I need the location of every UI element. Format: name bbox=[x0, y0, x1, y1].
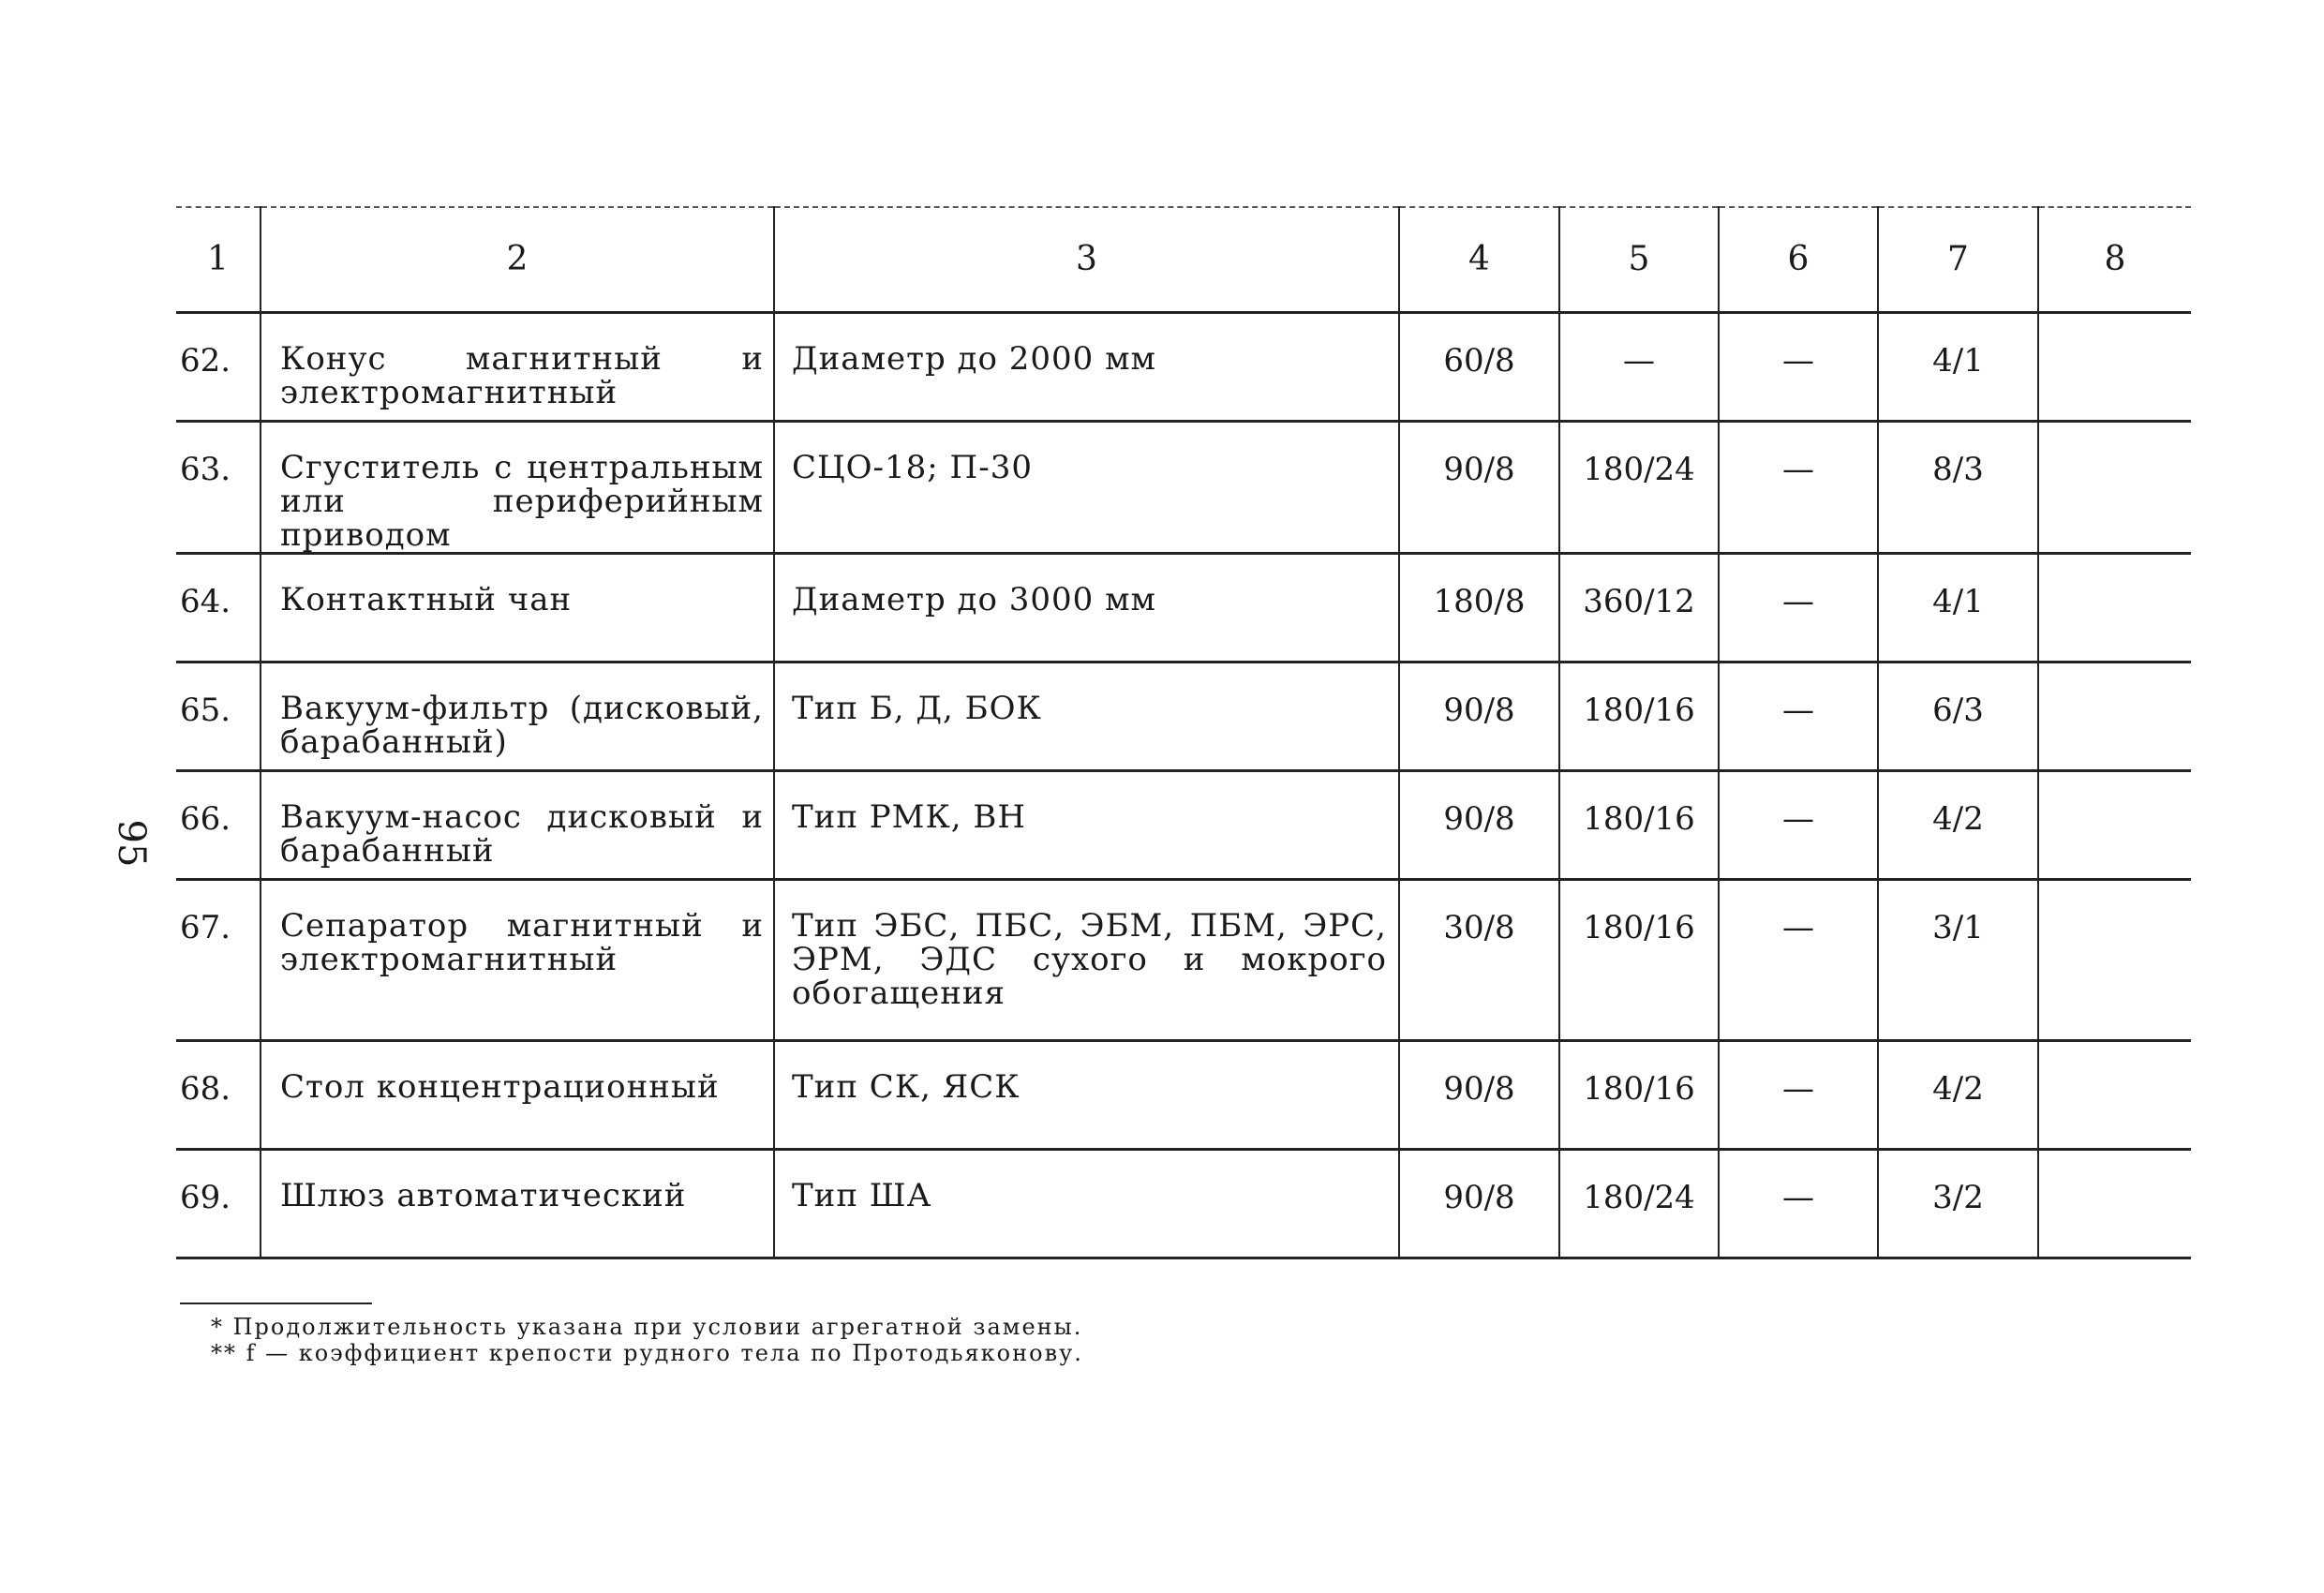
table-row bbox=[176, 312, 2191, 421]
equipment-name: Контактный чан bbox=[261, 553, 774, 662]
table-row bbox=[176, 553, 2191, 662]
cell-col-5: — bbox=[1559, 312, 1719, 421]
cell-col-6: — bbox=[1719, 312, 1878, 421]
cell-col-4: 90/8 bbox=[1399, 770, 1559, 879]
cell-col-5: 360/12 bbox=[1559, 553, 1719, 662]
row-number: 67. bbox=[176, 879, 261, 1040]
cell-col-7: 4/2 bbox=[1878, 1040, 2038, 1149]
cell-col-7: 3/1 bbox=[1878, 879, 2038, 1040]
cell-col-5: 180/24 bbox=[1559, 1149, 1719, 1258]
cell-col-4: 90/8 bbox=[1399, 421, 1559, 553]
cell-col-6: — bbox=[1719, 1149, 1878, 1258]
footnote-2: ** f — коэффициент крепости рудного тела по Протодьяконову. bbox=[211, 1340, 1083, 1366]
equipment-spec: Тип Б, Д, БОК bbox=[774, 662, 1399, 770]
cell-col-7: 3/2 bbox=[1878, 1149, 2038, 1258]
cell-col-7: 4/2 bbox=[1878, 770, 2038, 879]
equipment-spec: Тип РМК, ВН bbox=[774, 770, 1399, 879]
row-number: 69. bbox=[176, 1149, 261, 1258]
cell-col-5: 180/16 bbox=[1559, 1040, 1719, 1149]
equipment-name: Сгуститель с центральным или периферийным приводом bbox=[261, 421, 774, 553]
cell-col-6: — bbox=[1719, 553, 1878, 662]
equipment-name: Сепаратор магнитный и электромагнитный bbox=[261, 879, 774, 1040]
footnotes bbox=[211, 1314, 1083, 1366]
row-number: 68. bbox=[176, 1040, 261, 1149]
equipment-name: Вакуум-фильтр (дисковый, барабанный) bbox=[261, 662, 774, 770]
equipment-name: Конус магнитный и электромагнитный bbox=[261, 312, 774, 421]
cell-col-6: — bbox=[1719, 879, 1878, 1040]
table-row bbox=[176, 879, 2191, 1040]
cell-col-8 bbox=[2038, 312, 2191, 421]
cell-col-7: 4/1 bbox=[1878, 312, 2038, 421]
row-number: 62. bbox=[176, 312, 261, 421]
column-header-8: 8 bbox=[2038, 207, 2191, 312]
cell-col-4: 90/8 bbox=[1399, 1149, 1559, 1258]
cell-col-7: 6/3 bbox=[1878, 662, 2038, 770]
cell-col-5: 180/16 bbox=[1559, 879, 1719, 1040]
cell-col-8 bbox=[2038, 879, 2191, 1040]
equipment-spec: Тип ША bbox=[774, 1149, 1399, 1258]
row-number: 65. bbox=[176, 662, 261, 770]
column-header-3: 3 bbox=[774, 207, 1399, 312]
footnote-1: * Продолжительность указана при условии агрегатной замены. bbox=[211, 1314, 1083, 1340]
column-header-5: 5 bbox=[1559, 207, 1719, 312]
table-row bbox=[176, 1149, 2191, 1258]
cell-col-6: — bbox=[1719, 421, 1878, 553]
equipment-table bbox=[176, 206, 2191, 1259]
equipment-name: Стол концентрационный bbox=[261, 1040, 774, 1149]
cell-col-7: 8/3 bbox=[1878, 421, 2038, 553]
cell-col-6: — bbox=[1719, 770, 1878, 879]
cell-col-4: 180/8 bbox=[1399, 553, 1559, 662]
row-number: 63. bbox=[176, 421, 261, 553]
cell-col-6: — bbox=[1719, 662, 1878, 770]
column-header-7: 7 bbox=[1878, 207, 2038, 312]
cell-col-7: 4/1 bbox=[1878, 553, 2038, 662]
cell-col-5: 180/16 bbox=[1559, 770, 1719, 879]
cell-col-5: 180/24 bbox=[1559, 421, 1719, 553]
cell-col-4: 60/8 bbox=[1399, 312, 1559, 421]
cell-col-4: 30/8 bbox=[1399, 879, 1559, 1040]
column-header-6: 6 bbox=[1719, 207, 1878, 312]
equipment-spec: Диаметр до 3000 мм bbox=[774, 553, 1399, 662]
cell-col-4: 90/8 bbox=[1399, 1040, 1559, 1149]
header-row bbox=[176, 207, 2191, 312]
row-number: 64. bbox=[176, 553, 261, 662]
cell-col-8 bbox=[2038, 662, 2191, 770]
footnote-divider bbox=[180, 1303, 372, 1304]
equipment-spec: Диаметр до 2000 мм bbox=[774, 312, 1399, 421]
cell-col-8 bbox=[2038, 553, 2191, 662]
equipment-name: Вакуум-насос дисковый и барабанный bbox=[261, 770, 774, 879]
table-row bbox=[176, 421, 2191, 553]
cell-col-8 bbox=[2038, 421, 2191, 553]
cell-col-6: — bbox=[1719, 1040, 1878, 1149]
table-row bbox=[176, 662, 2191, 770]
row-number: 66. bbox=[176, 770, 261, 879]
equipment-spec: СЦО-18; П-30 bbox=[774, 421, 1399, 553]
equipment-spec: Тип ЭБС, ПБС, ЭБМ, ПБМ, ЭРС, ЭРМ, ЭДС сухого и мокрого обогащения bbox=[774, 879, 1399, 1040]
cell-col-8 bbox=[2038, 1149, 2191, 1258]
cell-col-8 bbox=[2038, 1040, 2191, 1149]
column-header-1: 1 bbox=[176, 207, 261, 312]
equipment-spec: Тип СК, ЯСК bbox=[774, 1040, 1399, 1149]
column-header-2: 2 bbox=[261, 207, 774, 312]
cell-col-5: 180/16 bbox=[1559, 662, 1719, 770]
equipment-name: Шлюз автоматический bbox=[261, 1149, 774, 1258]
table-row bbox=[176, 1040, 2191, 1149]
cell-col-4: 90/8 bbox=[1399, 662, 1559, 770]
cell-col-8 bbox=[2038, 770, 2191, 879]
page-number: 95 bbox=[110, 819, 153, 868]
column-header-4: 4 bbox=[1399, 207, 1559, 312]
table-row bbox=[176, 770, 2191, 879]
